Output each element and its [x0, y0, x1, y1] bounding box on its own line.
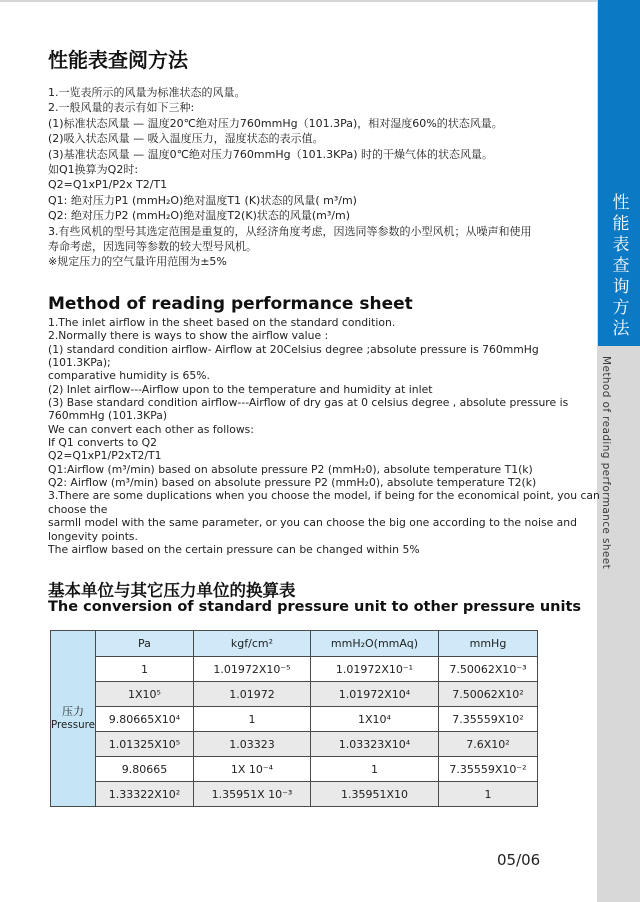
table-cell: 1X10⁴: [310, 707, 438, 732]
en-text-line: Q2: Airflow (m³/min) based on absolute pressure P2 (mmH₂0), absolute temperature T2(k): [48, 476, 537, 490]
table-cell: 7.6X10²: [438, 732, 537, 757]
en-text-line: 2.Normally there is ways to show the airflow value :: [48, 329, 329, 343]
section1-en-title: Method of reading performance sheet: [48, 294, 413, 314]
cn-text-line: 3.有些风机的型号其选定范围是重复的，从经济角度考虑，因选同等参数的小型风机；从噪声和使用: [48, 224, 532, 238]
table-row: [51, 682, 538, 707]
page-top-border: [0, 0, 598, 2]
cn-text-line: 如Q1换算为Q2时:: [48, 163, 139, 177]
en-text-line: (1) standard condition airflow- Airflow at 20Celsius degree ;absolute pressure is 760mmHg (101.3KPa);: [48, 342, 539, 370]
cn-text-line: 寿命考虑，因选同等参数的较大型号风机。: [48, 240, 257, 254]
table-row-label: [51, 631, 96, 807]
table-cell: 1: [310, 757, 438, 782]
column-header: Pa: [95, 631, 193, 657]
table-cell: 1.35951X10: [310, 782, 438, 807]
cn-text-line: Q1: 绝对压力P1 (mmH₂O)绝对温度T1 (K)状态的风量( m³/m): [48, 193, 357, 207]
table-row-label-cn: 压力: [61, 705, 84, 718]
table-cell: 1.03323X10⁴: [310, 732, 438, 757]
en-text-line: comparative humidity is 65%.: [48, 369, 210, 383]
table-cell: 1.35951X 10⁻³: [193, 782, 310, 807]
table-cell: 1.01972X10⁴: [310, 682, 438, 707]
sidebar-tab-en-label: Method of reading performance sheet: [600, 356, 612, 570]
table-cell: 7.50062X10⁻³: [438, 657, 537, 682]
table-cell: 1.01972X10⁻⁵: [193, 657, 310, 682]
cn-text-line: (1)标准状态风量 — 温度20℃绝对压力760mmHg（101.3Pa)，相对湿度60%的状态风量。: [48, 116, 503, 130]
table-cell: 1.01972: [193, 682, 310, 707]
column-header: mmH₂O(mmAq): [310, 631, 438, 657]
table-row: [51, 782, 538, 807]
cn-text-line: (2)吸入状态风量 — 吸入温度压力，湿度状态的表示值。: [48, 132, 324, 146]
right-sidebar: [597, 0, 640, 902]
table-cell: 9.80665: [95, 757, 193, 782]
table-cell: 7.35559X10⁻²: [438, 757, 537, 782]
en-text-line: (3) Base standard condition airflow---Airflow of dry gas at 0 celsius degree , absolute pressure is 760mmHg (101.3KPa): [48, 396, 569, 423]
table-cell: 7.50062X10²: [438, 682, 537, 707]
section1-en-body: [48, 316, 603, 556]
table-cell: 1.03323: [193, 732, 310, 757]
sidebar-tab-cn-label: 性能表查询方法: [608, 193, 629, 340]
table-row: [51, 757, 538, 782]
pressure-conversion-table: [50, 630, 538, 807]
en-text-line: Q2=Q1xP1/P2xT2/T1: [48, 449, 162, 463]
section2-en-title: The conversion of standard pressure unit to other pressure units: [48, 599, 582, 615]
table-cell: 1: [438, 782, 537, 807]
section1-cn-title: 性能表查阅方法: [48, 48, 188, 72]
section2-cn-title: 基本单位与其它压力单位的换算表: [48, 581, 296, 600]
table-cell: 9.80665X10⁴: [95, 707, 193, 732]
table-row: [51, 732, 538, 757]
table-cell: 1: [193, 707, 310, 732]
cn-text-line: Q2=Q1xP1/P2x T2/T1: [48, 178, 168, 192]
cn-text-line: ※规定压力的空气量许用范围为±5%: [48, 255, 227, 269]
en-text-line: sarmll model with the same parameter, or you can choose the big one according to the noise and longevity points.: [48, 516, 577, 543]
table-cell: 1: [95, 657, 193, 682]
table-row-label-en: Pressure: [51, 719, 95, 731]
en-text-line: Q1:Airflow (m³/min) based on absolute pressure P2 (mmH₂0), absolute temperature T1(k): [48, 462, 533, 476]
table-cell: 1X10⁵: [95, 682, 193, 707]
sidebar-tab-cn: [598, 0, 640, 346]
column-header: kgf/cm²: [193, 631, 310, 657]
en-text-line: 1.The inlet airflow in the sheet based on the standard condition.: [48, 316, 396, 329]
en-text-line: The airflow based on the certain pressure can be changed within 5%: [48, 542, 420, 556]
column-header: mmHg: [438, 631, 537, 657]
table-cell: 1X 10⁻⁴: [193, 757, 310, 782]
table-row: [51, 707, 538, 732]
table-cell: 1.01325X10⁵: [95, 732, 193, 757]
cn-text-line: (3)基准状态风量 — 温度0℃绝对压力760mmHg（101.3KPa) 时的干燥气体的状态风量。: [48, 147, 493, 161]
table-cell: 1.01972X10⁻¹: [310, 657, 438, 682]
en-text-line: If Q1 converts to Q2: [48, 436, 158, 450]
cn-text-line: Q2: 绝对压力P2 (mmH₂O)绝对温度T2(K)状态的风量(m³/m): [48, 209, 350, 223]
en-text-line: 3.There are some duplications when you choose the model, if being for the economical point, you can choose the: [48, 489, 600, 516]
table-cell: 7.35559X10²: [438, 707, 537, 732]
page-number: 05/06: [497, 851, 541, 869]
table-row: [51, 657, 538, 682]
section1-cn-body: [48, 85, 593, 270]
table-cell: 1.33322X10²: [95, 782, 193, 807]
en-text-line: We can convert each other as follows:: [48, 422, 254, 436]
cn-text-line: 2.一般风量的表示有如下三种:: [48, 101, 195, 115]
en-text-line: (2) Inlet airflow---Airflow upon to the temperature and humidity at inlet: [48, 382, 433, 396]
cn-text-line: 1.一览表所示的风量为标准状态的风量。: [48, 86, 246, 99]
